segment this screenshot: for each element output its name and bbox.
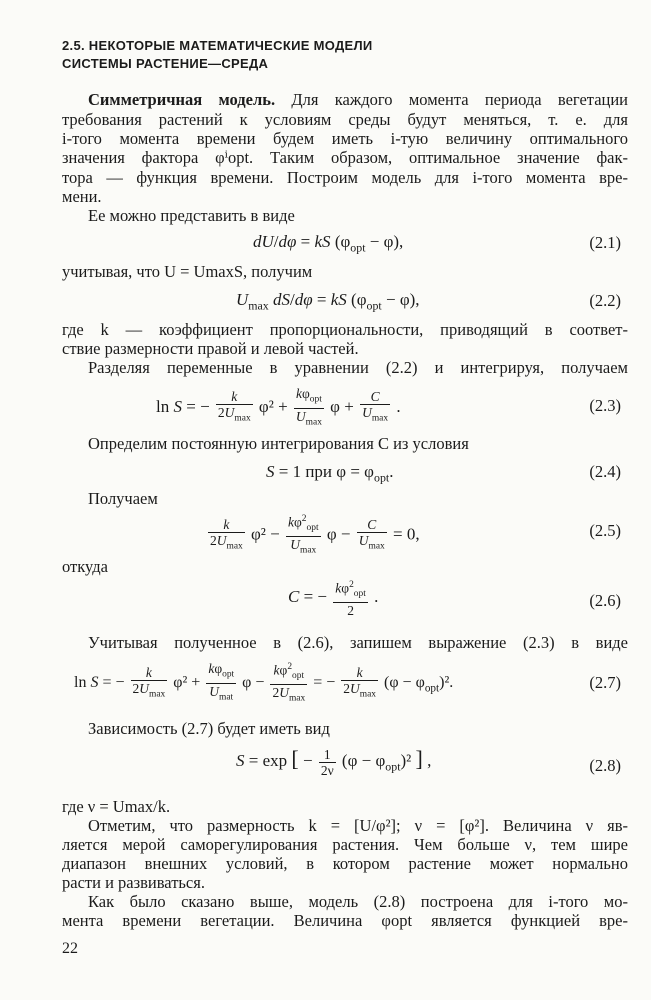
- equation-number: (2.4): [589, 462, 621, 481]
- equation-2-2: $U_{max}$ dS/dφ = kS $(\varphi_{opt} - \varphi)$,: [236, 290, 420, 313]
- equation-2-7: ln S = − $\frac{k}{2U_{max}}$ φ² + $\frac{k\varphi_{opt}}{U_{mat}}$ φ − $\frac{k\varphi^2_{opt}}{2U_{max}}$ = − $\frac{k}{2U_{max}}$ $(\varphi - \varphi_{opt})^2$.: [74, 660, 453, 707]
- text-line: Отметим, что размерность k = [U/φ²]; ν = [φ²]. Величина ν яв-: [88, 816, 628, 835]
- equation-number: (2.2): [589, 291, 621, 310]
- para1-line6: мени.: [62, 187, 102, 206]
- section-heading-line1: 2.5. НЕКОТОРЫЕ МАТЕМАТИЧЕСКИЕ МОДЕЛИ: [62, 38, 373, 53]
- text-line: ствие размерности правой и левой частей.: [62, 339, 359, 358]
- text-line: диапазон внешних условий, в котором растение может нормально: [62, 854, 628, 873]
- text-line: Учитывая полученное в (2.6), запишем выражение (2.3) в виде: [88, 633, 628, 652]
- equation-number: (2.5): [589, 521, 621, 540]
- equation-number: (2.7): [589, 673, 621, 692]
- para1-line4: значения фактора φⁱopt. Таким образом, оптимальное значение фак-: [62, 148, 628, 167]
- text-line: Ее можно представить в виде: [88, 206, 295, 225]
- equation-2-1: dU/dφ = kS $(\varphi_{opt} - \varphi)$,: [253, 232, 404, 255]
- section-heading-line2: СИСТЕМЫ РАСТЕНИЕ—СРЕДА: [62, 56, 269, 71]
- text-line: где ν = Umax/k.: [62, 797, 171, 816]
- equation-number: (2.3): [589, 396, 621, 415]
- equation-2-3: ln S = − $\frac{k}{2U_{max}}$ φ² + $\frac{k\varphi_{opt}}{U_{max}}$ φ + $\frac{C}{U_{max}}$ .: [156, 386, 401, 430]
- equation-number: (2.6): [589, 591, 621, 610]
- text-line: Зависимость (2.7) будет иметь вид: [88, 719, 330, 738]
- equation-2-4: S = 1 при $\varphi = \varphi_{opt}$.: [266, 462, 394, 485]
- para1-line3: i-того момента времени будем иметь i-тую величину оптимального: [62, 129, 628, 148]
- text-line: Как было сказано выше, модель (2.8) построена для i-того мо-: [88, 892, 628, 911]
- text-line: откуда: [62, 557, 108, 576]
- text-line: расти и развиваться.: [62, 873, 205, 892]
- text-line: мента времени вегетации. Величина φopt является функцией вре-: [62, 911, 628, 930]
- text-line: Определим постоянную интегрирования C из условия: [88, 434, 469, 453]
- text-line: ляется мерой саморегулирования растения. Чем больше ν, тем шире: [62, 835, 628, 854]
- page-number: 22: [62, 940, 78, 957]
- text-line: Разделяя переменные в уравнении (2.2) и интегрируя, получаем: [88, 358, 628, 377]
- para1-line1-text: Для каждого момента периода вегетации: [291, 90, 629, 109]
- text-line: Получаем: [88, 489, 158, 508]
- model-name: Симметричная модель.: [88, 90, 276, 109]
- equation-2-8: S = exp [ − $\frac{1}{2\nu}$ $(\varphi - \varphi_{opt})^2$ ] ,: [236, 746, 432, 778]
- equation-2-6: C = − $\frac{k\varphi^2_{opt}}{2}$ .: [288, 580, 379, 619]
- equation-2-5: $\frac{k}{2U_{max}}$ φ² − $\frac{k\varphi^2_{opt}}{U_{max}}$ φ − $\frac{C}{U_{max}}$ = 0,: [206, 512, 420, 559]
- para1-line2: требования растений к условиям среды будут меняться, т. е. для: [62, 110, 628, 129]
- para1-line1: [88, 90, 628, 109]
- text-line: где k — коэффициент пропорциональности, приводящий в соответ-: [62, 320, 628, 339]
- equation-number: (2.8): [589, 756, 621, 775]
- equation-number: (2.1): [589, 233, 621, 252]
- para1-line5: тора — функция времени. Построим модель для i-того момента вре-: [62, 168, 628, 187]
- text-line: учитывая, что U = UmaxS, получим: [62, 262, 313, 281]
